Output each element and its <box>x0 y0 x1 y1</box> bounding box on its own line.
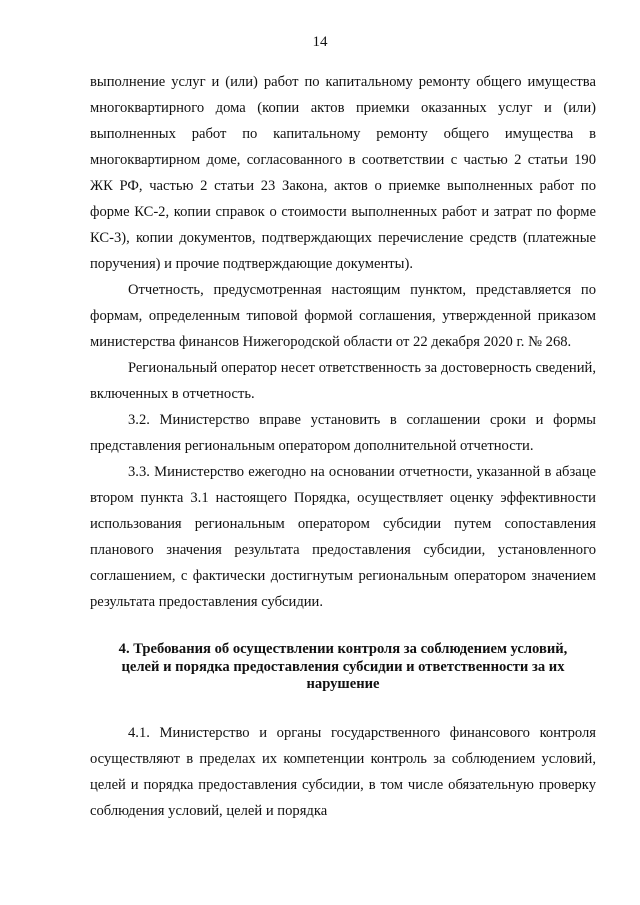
paragraph-continuation: выполнение услуг и (или) работ по капитальному ремонту общего имущества многоквартирного дома (копии актов приемки оказанных услуг и (или) выполненных работ по капитальному ремонту общего имущества в многоквартирном доме, согласованного в соответствии с частью 2 статьи 190 ЖК РФ, частью 2 статьи 23 Закона, актов о приемке выполненных работ по форме КС-2, копии справок о стоимости выполненных работ и затрат по форме КС-3), копии документов, подтверждающих перечисление средств (платежные поручения) и прочие подтверждающие документы). <box>90 74 596 272</box>
paragraph-3-3: 3.3. Министерство ежегодно на основании отчетности, указанной в абзаце втором пункта 3.1 настоящего Порядка, осуществляет оценку эффективности использования региональным оператором субсидии путем сопоставления планового значения результата предоставления субсидии, установленного соглашением, с фактически достигнутым региональным оператором значением результата предоставления субсидии. <box>90 464 596 610</box>
document-body <box>90 69 596 824</box>
section-4-heading-line-1: 4. Требования об осуществлении контроля за соблюдением условий, <box>118 641 568 657</box>
section-4-heading-line-3: нарушение <box>306 676 380 692</box>
section-4-heading-line-2: целей и порядка предоставления субсидии и ответственности за их <box>121 658 565 675</box>
paragraph-4-1: 4.1. Министерство и органы государственного финансового контроля осуществляют в пределах их компетенции контроль за соблюдением условий, целей и порядка предоставления субсидии, в том числе обязательную проверку соблюдения условий, целей и порядка <box>90 724 596 819</box>
page-number: 14 <box>312 34 328 50</box>
section-4-heading <box>90 641 596 694</box>
paragraph-reporting-forms: Отчетность, предусмотренная настоящим пунктом, представляется по формам, определенным типовой формой соглашения, утвержденной приказом министерства финансов Нижегородской области от 22 декабря 2020 г. № 268. <box>90 282 596 350</box>
paragraph-3-2: 3.2. Министерство вправе установить в соглашении сроки и формы представления региональным оператором дополнительной отчетности. <box>90 412 596 454</box>
paragraph-operator-responsibility: Региональный оператор несет ответственность за достоверность сведений, включенных в отчетность. <box>90 360 596 402</box>
